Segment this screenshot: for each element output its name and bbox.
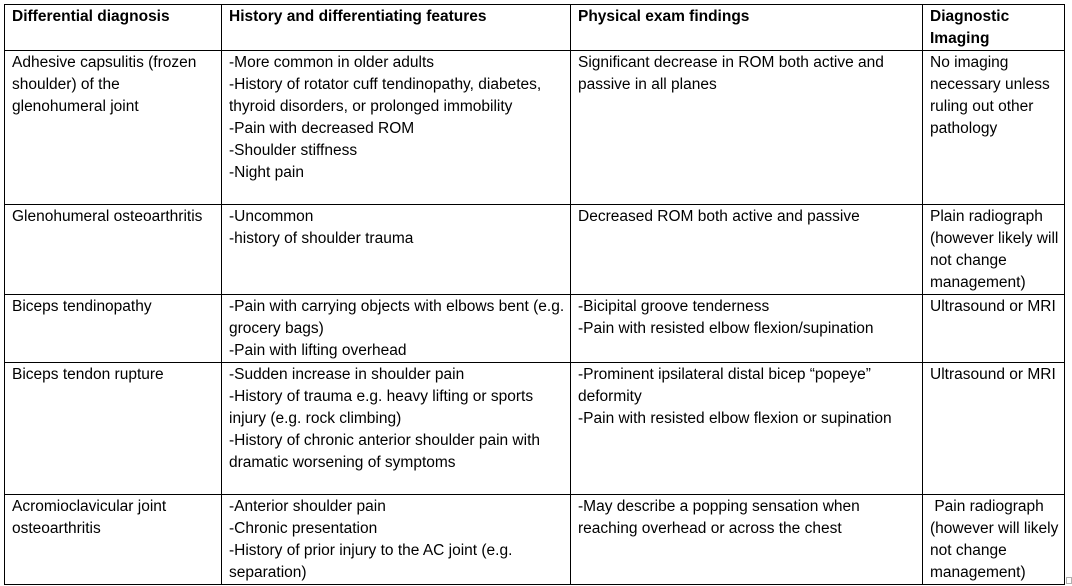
imaging-cell: No imaging necessary unless ruling out other pathology (923, 51, 1065, 205)
history-item: -Pain with carrying objects with elbows bent (e.g. grocery bags) (229, 298, 565, 337)
table-row (5, 495, 1065, 585)
diagnosis-cell: Glenohumeral osteoarthritis (5, 205, 222, 295)
exam-item: Decreased ROM both active and passive (578, 208, 860, 225)
differential-diagnosis-table (4, 4, 1065, 585)
history-item: -Chronic presentation (229, 520, 378, 537)
imaging-cell: Ultrasound or MRI (923, 363, 1065, 495)
history-cell (222, 295, 571, 363)
history-item: -Pain with decreased ROM (229, 120, 415, 137)
exam-cell (571, 205, 923, 295)
history-item: -History of prior injury to the AC joint (e.g. separation) (229, 542, 513, 581)
diagnosis-cell: Acromioclavicular joint osteoarthritis (5, 495, 222, 585)
imaging-cell: Pain radiograph (however will likely not change management) (923, 495, 1065, 585)
exam-cell (571, 295, 923, 363)
exam-item: -Bicipital groove tenderness (578, 298, 770, 315)
exam-item: -Prominent ipsilateral distal bicep “popeye” deformity (578, 366, 871, 405)
history-item: -More common in older adults (229, 54, 435, 71)
diagnosis-cell: Biceps tendinopathy (5, 295, 222, 363)
history-item: -Sudden increase in shoulder pain (229, 366, 465, 383)
exam-cell (571, 495, 923, 585)
imaging-cell: Plain radiograph (however likely will not change management) (923, 205, 1065, 295)
exam-item: Significant decrease in ROM both active and passive in all planes (578, 54, 884, 93)
exam-cell (571, 363, 923, 495)
exam-item: -May describe a popping sensation when reaching overhead or across the chest (578, 498, 860, 537)
table-resize-handle-icon (1066, 577, 1072, 584)
table-header-row (5, 5, 1065, 51)
exam-item: -Pain with resisted elbow flexion/supination (578, 320, 874, 337)
header-physical-exam: Physical exam findings (571, 5, 923, 51)
exam-item: -Pain with resisted elbow flexion or supination (578, 410, 892, 427)
table-row (5, 205, 1065, 295)
history-cell (222, 51, 571, 205)
history-item: -Pain with lifting overhead (229, 342, 407, 359)
history-item: -History of chronic anterior shoulder pain with dramatic worsening of symptoms (229, 432, 540, 471)
history-cell (222, 495, 571, 585)
table-row (5, 295, 1065, 363)
header-differential-diagnosis: Differential diagnosis (5, 5, 222, 51)
history-cell (222, 205, 571, 295)
header-diagnostic-imaging: Diagnostic Imaging (923, 5, 1065, 51)
diagnosis-cell: Adhesive capsulitis (frozen shoulder) of the glenohumeral joint (5, 51, 222, 205)
header-history-features: History and differentiating features (222, 5, 571, 51)
history-item: -Night pain (229, 164, 304, 181)
imaging-cell: Ultrasound or MRI (923, 295, 1065, 363)
history-item: -history of shoulder trauma (229, 230, 414, 247)
exam-cell (571, 51, 923, 205)
history-item: -Anterior shoulder pain (229, 498, 386, 515)
history-item: -History of rotator cuff tendinopathy, diabetes, thyroid disorders, or prolonged immobility (229, 76, 542, 115)
history-item: -Uncommon (229, 208, 314, 225)
diagnosis-cell: Biceps tendon rupture (5, 363, 222, 495)
table-row (5, 51, 1065, 205)
history-item: -Shoulder stiffness (229, 142, 358, 159)
table-row (5, 363, 1065, 495)
history-item: -History of trauma e.g. heavy lifting or sports injury (e.g. rock climbing) (229, 388, 534, 427)
history-cell (222, 363, 571, 495)
